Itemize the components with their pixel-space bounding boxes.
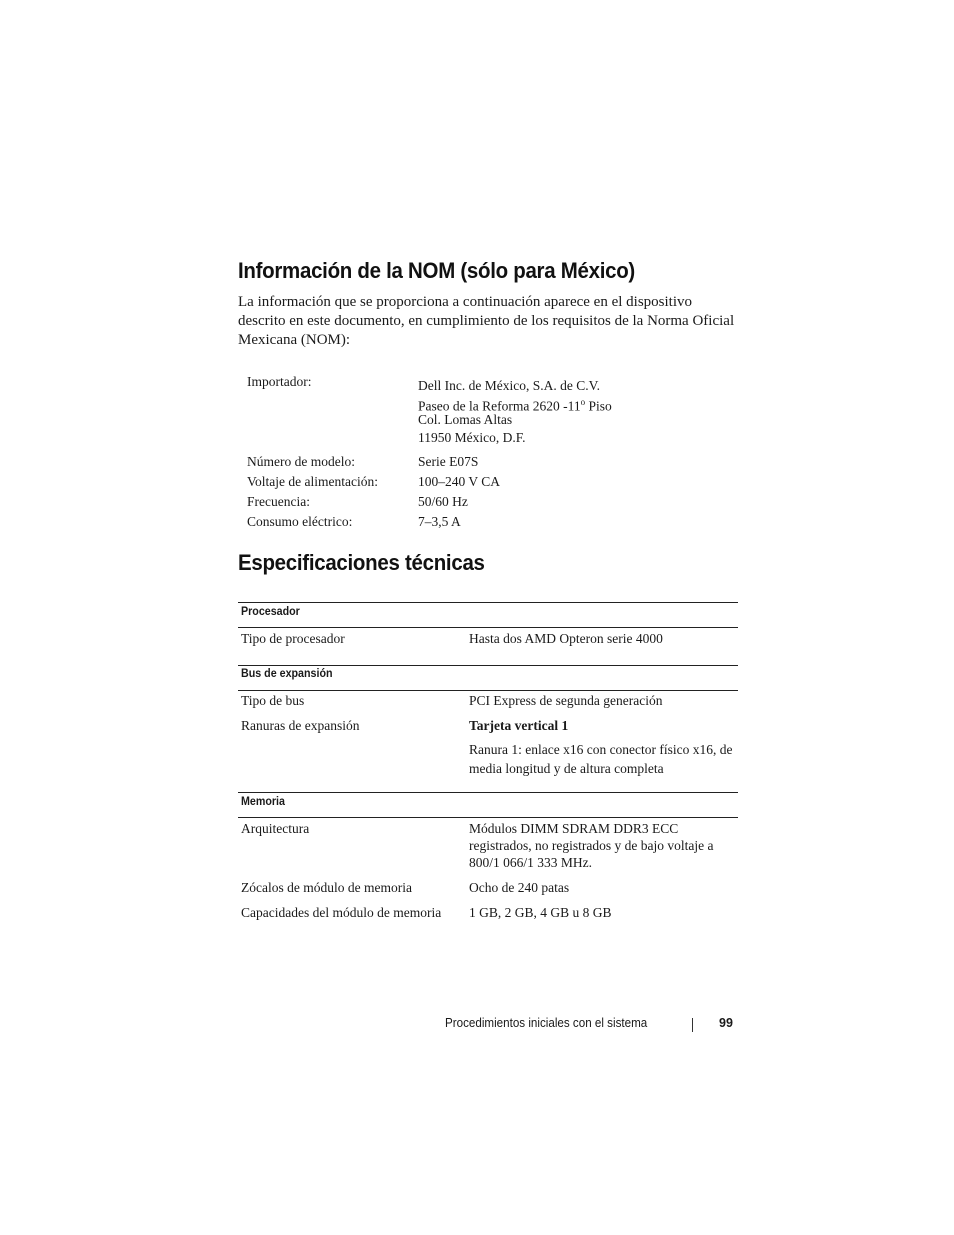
slots-subhead: Tarjeta vertical 1: [469, 718, 569, 733]
capacity-value: 1 GB, 2 GB, 4 GB u 8 GB: [469, 905, 612, 920]
footer-separator: [692, 1018, 693, 1032]
page-number: 99: [719, 1016, 733, 1030]
memory-bottom-rule: [238, 817, 738, 818]
importer-line-3: Col. Lomas Altas: [418, 412, 513, 427]
voltage-label: Voltaje de alimentación:: [247, 474, 378, 489]
frequency-value: 50/60 Hz: [418, 494, 468, 509]
expansion-title: Bus de expansión: [241, 668, 333, 680]
memory-top-rule: [238, 792, 738, 793]
processor-bottom-rule: [238, 627, 738, 628]
nom-heading: Información de la NOM (sólo para México): [238, 258, 635, 283]
importer-line-4: 11950 México, D.F.: [418, 430, 526, 445]
nom-intro: La información que se proporciona a continuación aparece en el dispositivo descrito en este documento, en cumplimiento de los requisitos de la Norma Oficial Mexicana (NOM):: [238, 294, 735, 348]
processor-type-label: Tipo de procesador: [241, 631, 345, 646]
architecture-value: Módulos DIMM SDRAM DDR3 ECC registrados, no registrados y de bajo voltaje a 800/1 066/1 333 MHz.: [469, 821, 714, 870]
voltage-value: 100–240 V CA: [418, 474, 501, 489]
processor-top-rule: [238, 602, 738, 603]
specs-heading: Especificaciones técnicas: [238, 550, 485, 575]
consumption-label: Consumo eléctrico:: [247, 514, 353, 529]
sockets-label: Zócalos de módulo de memoria: [241, 880, 412, 895]
processor-type-value: Hasta dos AMD Opteron serie 4000: [469, 631, 663, 646]
model-label: Número de modelo:: [247, 454, 355, 469]
expansion-top-rule: [238, 665, 738, 666]
importer-line-1: Dell Inc. de México, S.A. de C.V.: [418, 378, 600, 393]
bus-type-label: Tipo de bus: [241, 693, 305, 708]
slots-value: Ranura 1: enlace x16 con conector físico x16, de media longitud y de altura completa: [469, 742, 733, 776]
memory-title: Memoria: [241, 796, 285, 808]
importer-label: Importador:: [247, 374, 312, 389]
footer-section-title: Procedimientos iniciales con el sistema: [445, 1016, 648, 1030]
sockets-value: Ocho de 240 patas: [469, 880, 570, 895]
expansion-bottom-rule: [238, 690, 738, 691]
consumption-value: 7–3,5 A: [418, 514, 461, 529]
frequency-label: Frecuencia:: [247, 494, 310, 509]
bus-type-value: PCI Express de segunda generación: [469, 693, 663, 708]
slots-label: Ranuras de expansión: [241, 718, 360, 733]
processor-title: Procesador: [241, 606, 300, 618]
architecture-label: Arquitectura: [241, 821, 310, 836]
model-value: Serie E07S: [418, 454, 479, 469]
capacity-label: Capacidades del módulo de memoria: [241, 905, 442, 920]
importer-line-2: Paseo de la Reforma 2620 -11$^o$ Piso: [418, 397, 612, 414]
